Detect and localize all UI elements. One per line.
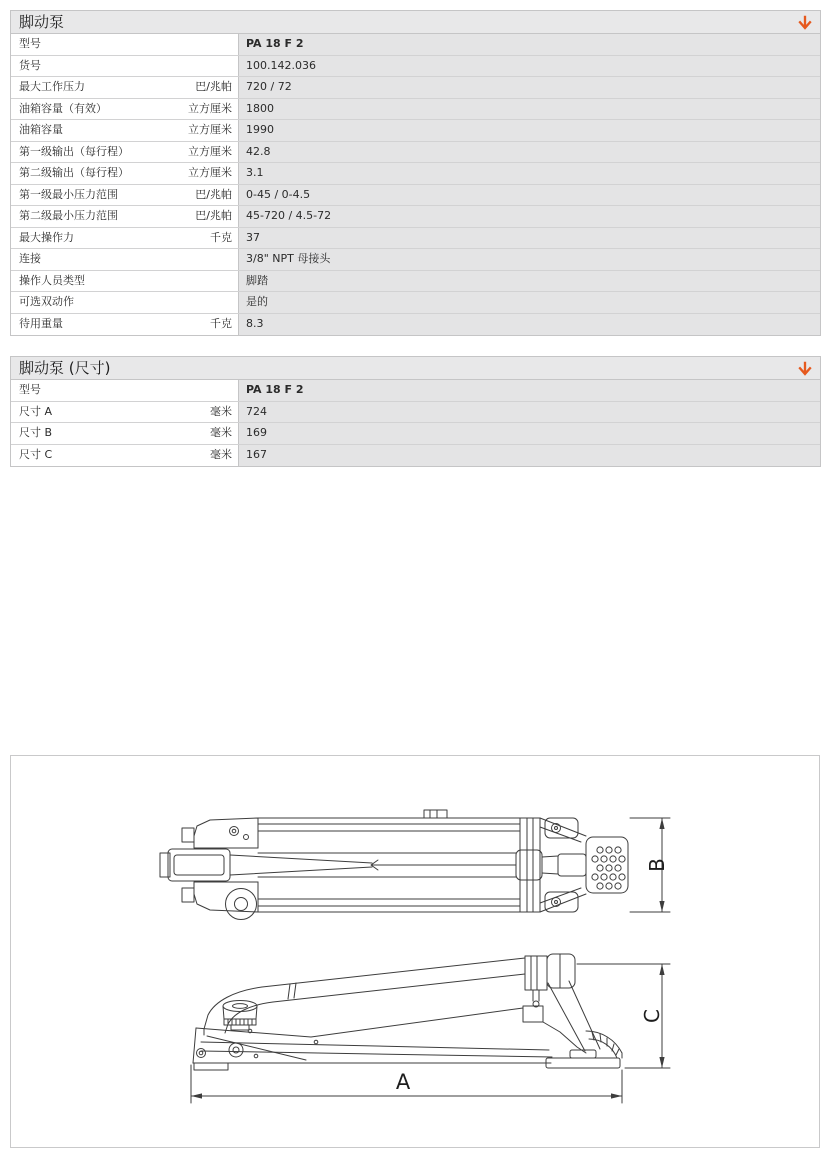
table-body: [11, 56, 820, 336]
row-value: 8.3: [239, 314, 820, 336]
row-unit: 立方厘米: [188, 166, 232, 179]
row-value: 724: [239, 402, 820, 423]
table-row: [11, 402, 820, 424]
row-label: 连接: [19, 252, 41, 265]
table-row: [11, 185, 820, 207]
table-row: [11, 380, 820, 402]
download-arrow-icon: [796, 360, 814, 378]
table-row: [11, 445, 820, 467]
row-label: 可选双动作: [19, 295, 74, 308]
row-value: 3/8" NPT 母接头: [239, 249, 820, 270]
row-label: 最大操作力: [19, 230, 74, 244]
row-value: 42.8: [239, 142, 820, 163]
dimension-a: [191, 1065, 622, 1103]
row-label: 尺寸 A: [19, 404, 53, 418]
row-value: 167: [239, 445, 820, 467]
side-view-drawing: [191, 954, 670, 1103]
row-label: 尺寸 C: [19, 447, 53, 461]
row-unit: 立方厘米: [188, 101, 232, 115]
row-label: 最大工作压力: [19, 80, 85, 93]
pump-technical-drawing: [11, 756, 819, 1147]
table-row: [11, 120, 820, 142]
row-value: 1990: [239, 120, 820, 141]
row-value: 0-45 / 0-4.5: [239, 185, 820, 206]
row-label: 货号: [19, 58, 41, 72]
row-value: 3.1: [239, 163, 820, 184]
table-header: [11, 357, 820, 380]
table-title: 脚动泵 (尺寸): [19, 359, 111, 377]
row-unit: 巴/兆帕: [195, 209, 232, 222]
row-unit: 千克: [210, 230, 232, 244]
row-unit: 巴/兆帕: [195, 80, 232, 93]
row-label: 第二级最小压力范围: [19, 209, 118, 222]
table-row: [11, 423, 820, 445]
top-view-drawing: [160, 810, 670, 920]
row-label: 第二级输出（每行程）: [19, 166, 129, 179]
spec-table-foot-pump: [10, 10, 821, 336]
table-row: [11, 249, 820, 271]
spec-table-dimensions: [10, 356, 821, 467]
table-row: [11, 77, 820, 99]
row-label: 油箱容量: [19, 123, 63, 136]
row-value: 37: [239, 228, 820, 249]
table-row: [11, 206, 820, 228]
download-arrow-icon: [796, 14, 814, 32]
table-body: [11, 402, 820, 467]
row-label: 型号: [19, 37, 41, 50]
row-unit: 毫米: [210, 447, 232, 461]
row-value: PA 18 F 2: [239, 380, 820, 401]
row-unit: 千克: [210, 316, 232, 330]
row-value: 169: [239, 423, 820, 444]
row-unit: 毫米: [210, 404, 232, 418]
pedal-bumps: [592, 847, 625, 889]
download-button[interactable]: [795, 13, 815, 32]
table-row: [11, 142, 820, 164]
row-value: 1800: [239, 99, 820, 120]
table-row: [11, 271, 820, 293]
table-row: [11, 163, 820, 185]
row-unit: 毫米: [210, 426, 232, 439]
table-row: [11, 56, 820, 78]
row-label: 操作人员类型: [19, 273, 85, 287]
row-unit: 巴/兆帕: [195, 187, 232, 201]
row-label: 型号: [19, 383, 41, 396]
dimension-c: [577, 964, 670, 1068]
row-label: 第一级最小压力范围: [19, 187, 118, 201]
row-value: 脚踏: [239, 271, 820, 292]
table-row: [11, 292, 820, 314]
row-label: 尺寸 B: [19, 426, 53, 439]
dimension-drawing-panel: [10, 755, 820, 1148]
table-title: 脚动泵: [19, 13, 65, 31]
row-value: PA 18 F 2: [239, 34, 820, 55]
row-value: 是的: [239, 292, 820, 313]
row-unit: 立方厘米: [188, 144, 232, 158]
dim-label-c: C: [640, 1009, 664, 1023]
table-row: [11, 228, 820, 250]
table-row: [11, 34, 820, 56]
row-value: 100.142.036: [239, 56, 820, 77]
row-value: 45-720 / 4.5-72: [239, 206, 820, 227]
row-unit: 立方厘米: [188, 123, 232, 136]
download-button[interactable]: [795, 359, 815, 378]
dimension-b: [630, 818, 670, 912]
row-label: 待用重量: [19, 316, 63, 330]
row-label: 油箱容量（有效）: [19, 101, 107, 115]
row-value: 720 / 72: [239, 77, 820, 98]
table-row: [11, 99, 820, 121]
table-row: [11, 314, 820, 336]
row-label: 第一级输出（每行程）: [19, 144, 129, 158]
dim-label-b: B: [645, 858, 669, 872]
dim-label-a: A: [395, 1070, 411, 1094]
table-header: [11, 11, 820, 34]
